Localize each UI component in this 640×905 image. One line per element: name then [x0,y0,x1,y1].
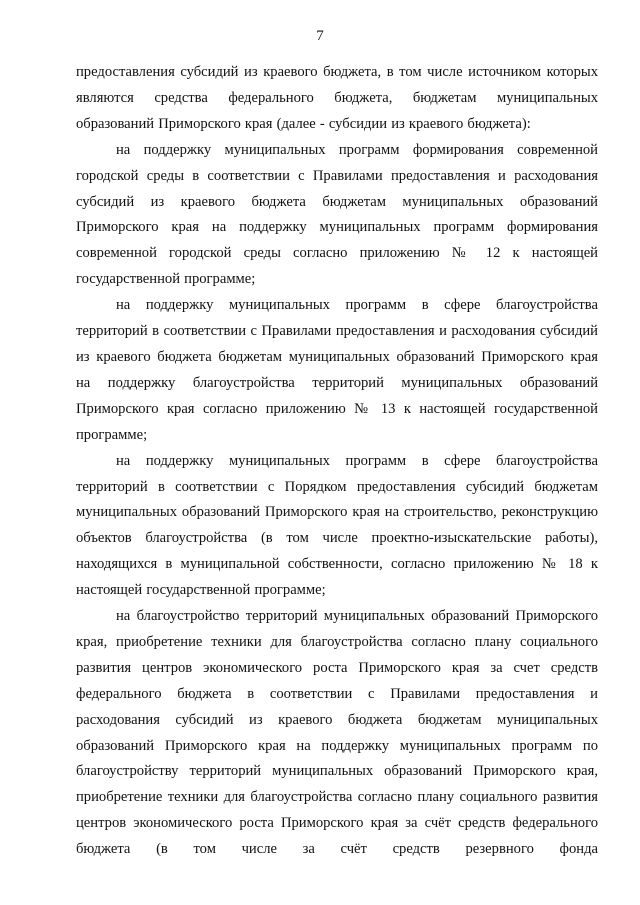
paragraph-intro: предоставления субсидий из краевого бюджета, в том числе источником которых являются средства федерального бюджета, бюджетам муниципальных образований Приморского края (далее - субсидии из краевого бюджета): [76,64,598,132]
paragraph-item-growth-centers: на благоустройство территорий муниципальных образований Приморского края, приобретение техники для благоустройства согласно плану социального развития центров экономического роста Приморского края за счет средств федерального бюджета в соответствии с Правилами предоставления и расходования субсидий из краевого бюджета бюджетам муниципальных образований Приморского края на поддержку муниципальных программ по благоустройству территорий муниципальных образований Приморского края, приобретение техники для благоустройства согласно плану социального развития центров экономического роста Приморского края за счёт средств федерального бюджета (в том числе за счёт средств резервного фонда [76,608,598,858]
page-number: 7 [316,28,324,44]
paragraph-item-territory-improvement: на поддержку муниципальных программ в сфере благоустройства территорий в соответствии с Правилами предоставления и расходования субсидий из краевого бюджета бюджетам муниципальных образований Приморского края на поддержку благоустройства территорий муниципальных образований Приморского края согласно приложению № 13 к настоящей государственной программе; [76,297,598,443]
paragraph-item-urban-environment: на поддержку муниципальных программ формирования современной городской среды в соответствии с Правилами предоставления и расходования субсидий из краевого бюджета бюджетам муниципальных образований Приморского края на поддержку муниципальных программ формирования современной городской среды согласно приложению № 12 к настоящей государственной программе; [76,141,598,288]
document-body [76,60,598,863]
paragraph-item-construction: на поддержку муниципальных программ в сфере благоустройства территорий в соответствии с Порядком предоставления субсидий бюджетам муниципальных образований Приморского края на строительство, реконструкцию объектов благоустройства (в том числе проектно-изыскательские работы), находящихся в муниципальной собственности, согласно приложению № 18 к настоящей государственной программе; [76,452,598,599]
